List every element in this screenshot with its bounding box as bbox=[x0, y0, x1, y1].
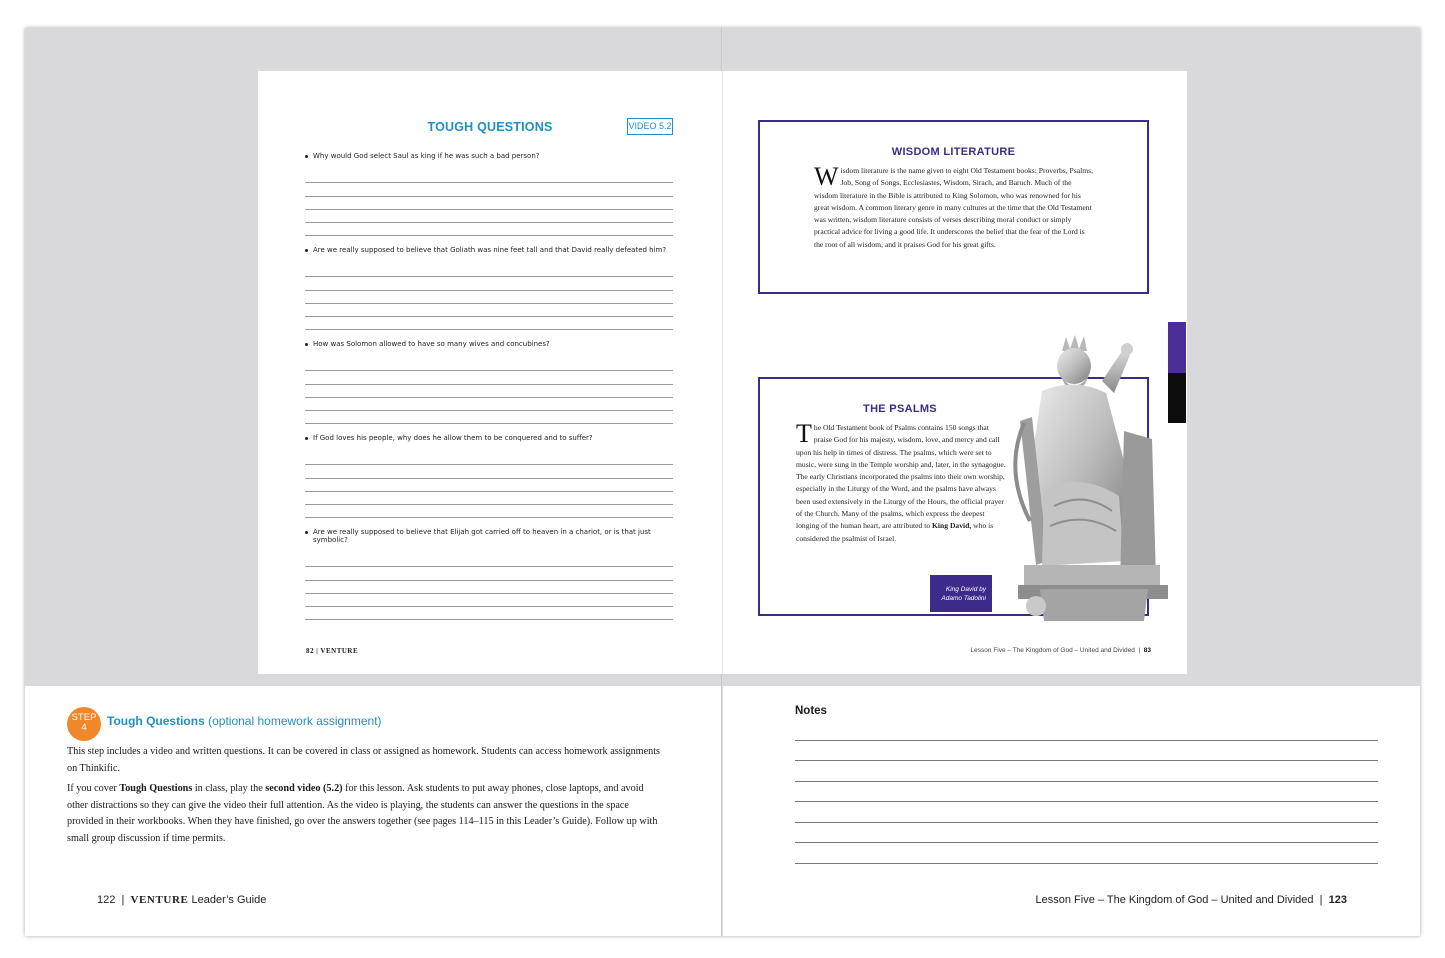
wisdom-literature-title: WISDOM LITERATURE bbox=[891, 146, 1016, 158]
question-block bbox=[305, 152, 673, 236]
question-text: How was Solomon allowed to have so many wives and concubines? bbox=[313, 340, 673, 348]
inner-folio-right: Lesson Five – The Kingdom of God – United and Divided | 83 bbox=[970, 647, 1151, 654]
notes-title: Notes bbox=[795, 705, 827, 717]
question-text: Are we really supposed to believe that Goliath was nine feet tall and that David really defeated him? bbox=[313, 246, 673, 254]
page-folio-left: 122 | VENTURE Leader’s Guide bbox=[97, 894, 267, 906]
question-text: Are we really supposed to believe that Elijah got carried off to heaven in a chariot, or is that just symbolic? bbox=[313, 528, 673, 544]
wisdom-literature-text: Wisdom literature is the name given to eight Old Testament books: Proverbs, Psalms, Job, Song of Songs, Ecclesiastes, Wisdom, Sirach, and Baruch. Much of the wisdom literature in the Bible is attributed to King Solomon, who was renowned for his great wisdom. A common literary genre in many cultures at the time that the Old Testament was written, wisdom literature consists of verses describing moral conduct or simply practical advice for living a good life. It underscores the belief that the fear of the Lord is the root of all wisdom, and it praises God for his great gifts. bbox=[814, 162, 1093, 249]
page-folio-right: Lesson Five – The Kingdom of God – United and Divided | 123 bbox=[1035, 894, 1347, 906]
answer-lines bbox=[305, 264, 673, 330]
psalms-text: The Old Testament book of Psalms contains 150 songs that praise God for his majesty, wisdom, love, and mercy and call upon his help in times of distress. The psalms, which were set to music, were sung in the Temple worship and, later, in the synagogue. The early Christians incorporated the psalms into their own worship, especially in the Liturgy of the Word, and the psalms have always been used extensively in the Liturgy of the Hours, the official prayer of the Church. Many of the psalms, which express the deepest longing of the human heart, are attributed to King David, who is considered the psalmist of Israel. bbox=[796, 419, 1006, 543]
image-caption: King David by Adamo Tadolini bbox=[930, 575, 992, 612]
answer-lines bbox=[305, 170, 673, 236]
step-badge: STEP 4 bbox=[67, 707, 101, 741]
answer-lines bbox=[305, 452, 673, 518]
inner-folio-left: 82 | VENTURE bbox=[306, 647, 359, 655]
dropcap: T bbox=[796, 419, 812, 448]
question-block bbox=[305, 246, 673, 330]
wisdom-literature-box bbox=[758, 120, 1149, 294]
dropcap: W bbox=[814, 162, 839, 191]
question-text: Why would God select Saul as king if he was such a bad person? bbox=[313, 152, 673, 160]
book-spread bbox=[25, 28, 1420, 936]
answer-lines bbox=[305, 358, 673, 424]
inner-gutter bbox=[722, 71, 723, 674]
psalms-title: THE PSALMS bbox=[863, 403, 937, 415]
video-tag: VIDEO 5.2 bbox=[627, 118, 673, 135]
question-block bbox=[305, 340, 673, 424]
king-david-statue-image bbox=[984, 321, 1184, 626]
question-block bbox=[305, 528, 673, 620]
step-heading: Tough Questions (optional homework assignment) bbox=[107, 714, 382, 728]
paragraph-intro: This step includes a video and written questions. It can be covered in class or assigned as homework. Students can access homework assignments on Thinkific. bbox=[67, 746, 660, 774]
tough-questions-title: TOUGH QUESTIONS bbox=[427, 120, 553, 134]
paragraph-instructions: If you cover Tough Questions in class, play the second video (5.2) for this lesson. Ask students to put away phones, close laptops, and avoid other distractions so they can give the video their full attention. As the video is playing, the students can answer the questions in the space provided in their workbooks. When they have finished, go over the answers together (see pages 114–115 in this Leader’s Guide). Follow up with small group discussion if time permits. bbox=[67, 783, 658, 844]
question-block bbox=[305, 434, 673, 518]
notes-lines bbox=[795, 720, 1378, 864]
student-workbook-spread bbox=[258, 71, 1187, 674]
answer-lines bbox=[305, 554, 673, 620]
question-text: If God loves his people, why does he allow them to be conquered and to suffer? bbox=[313, 434, 673, 442]
